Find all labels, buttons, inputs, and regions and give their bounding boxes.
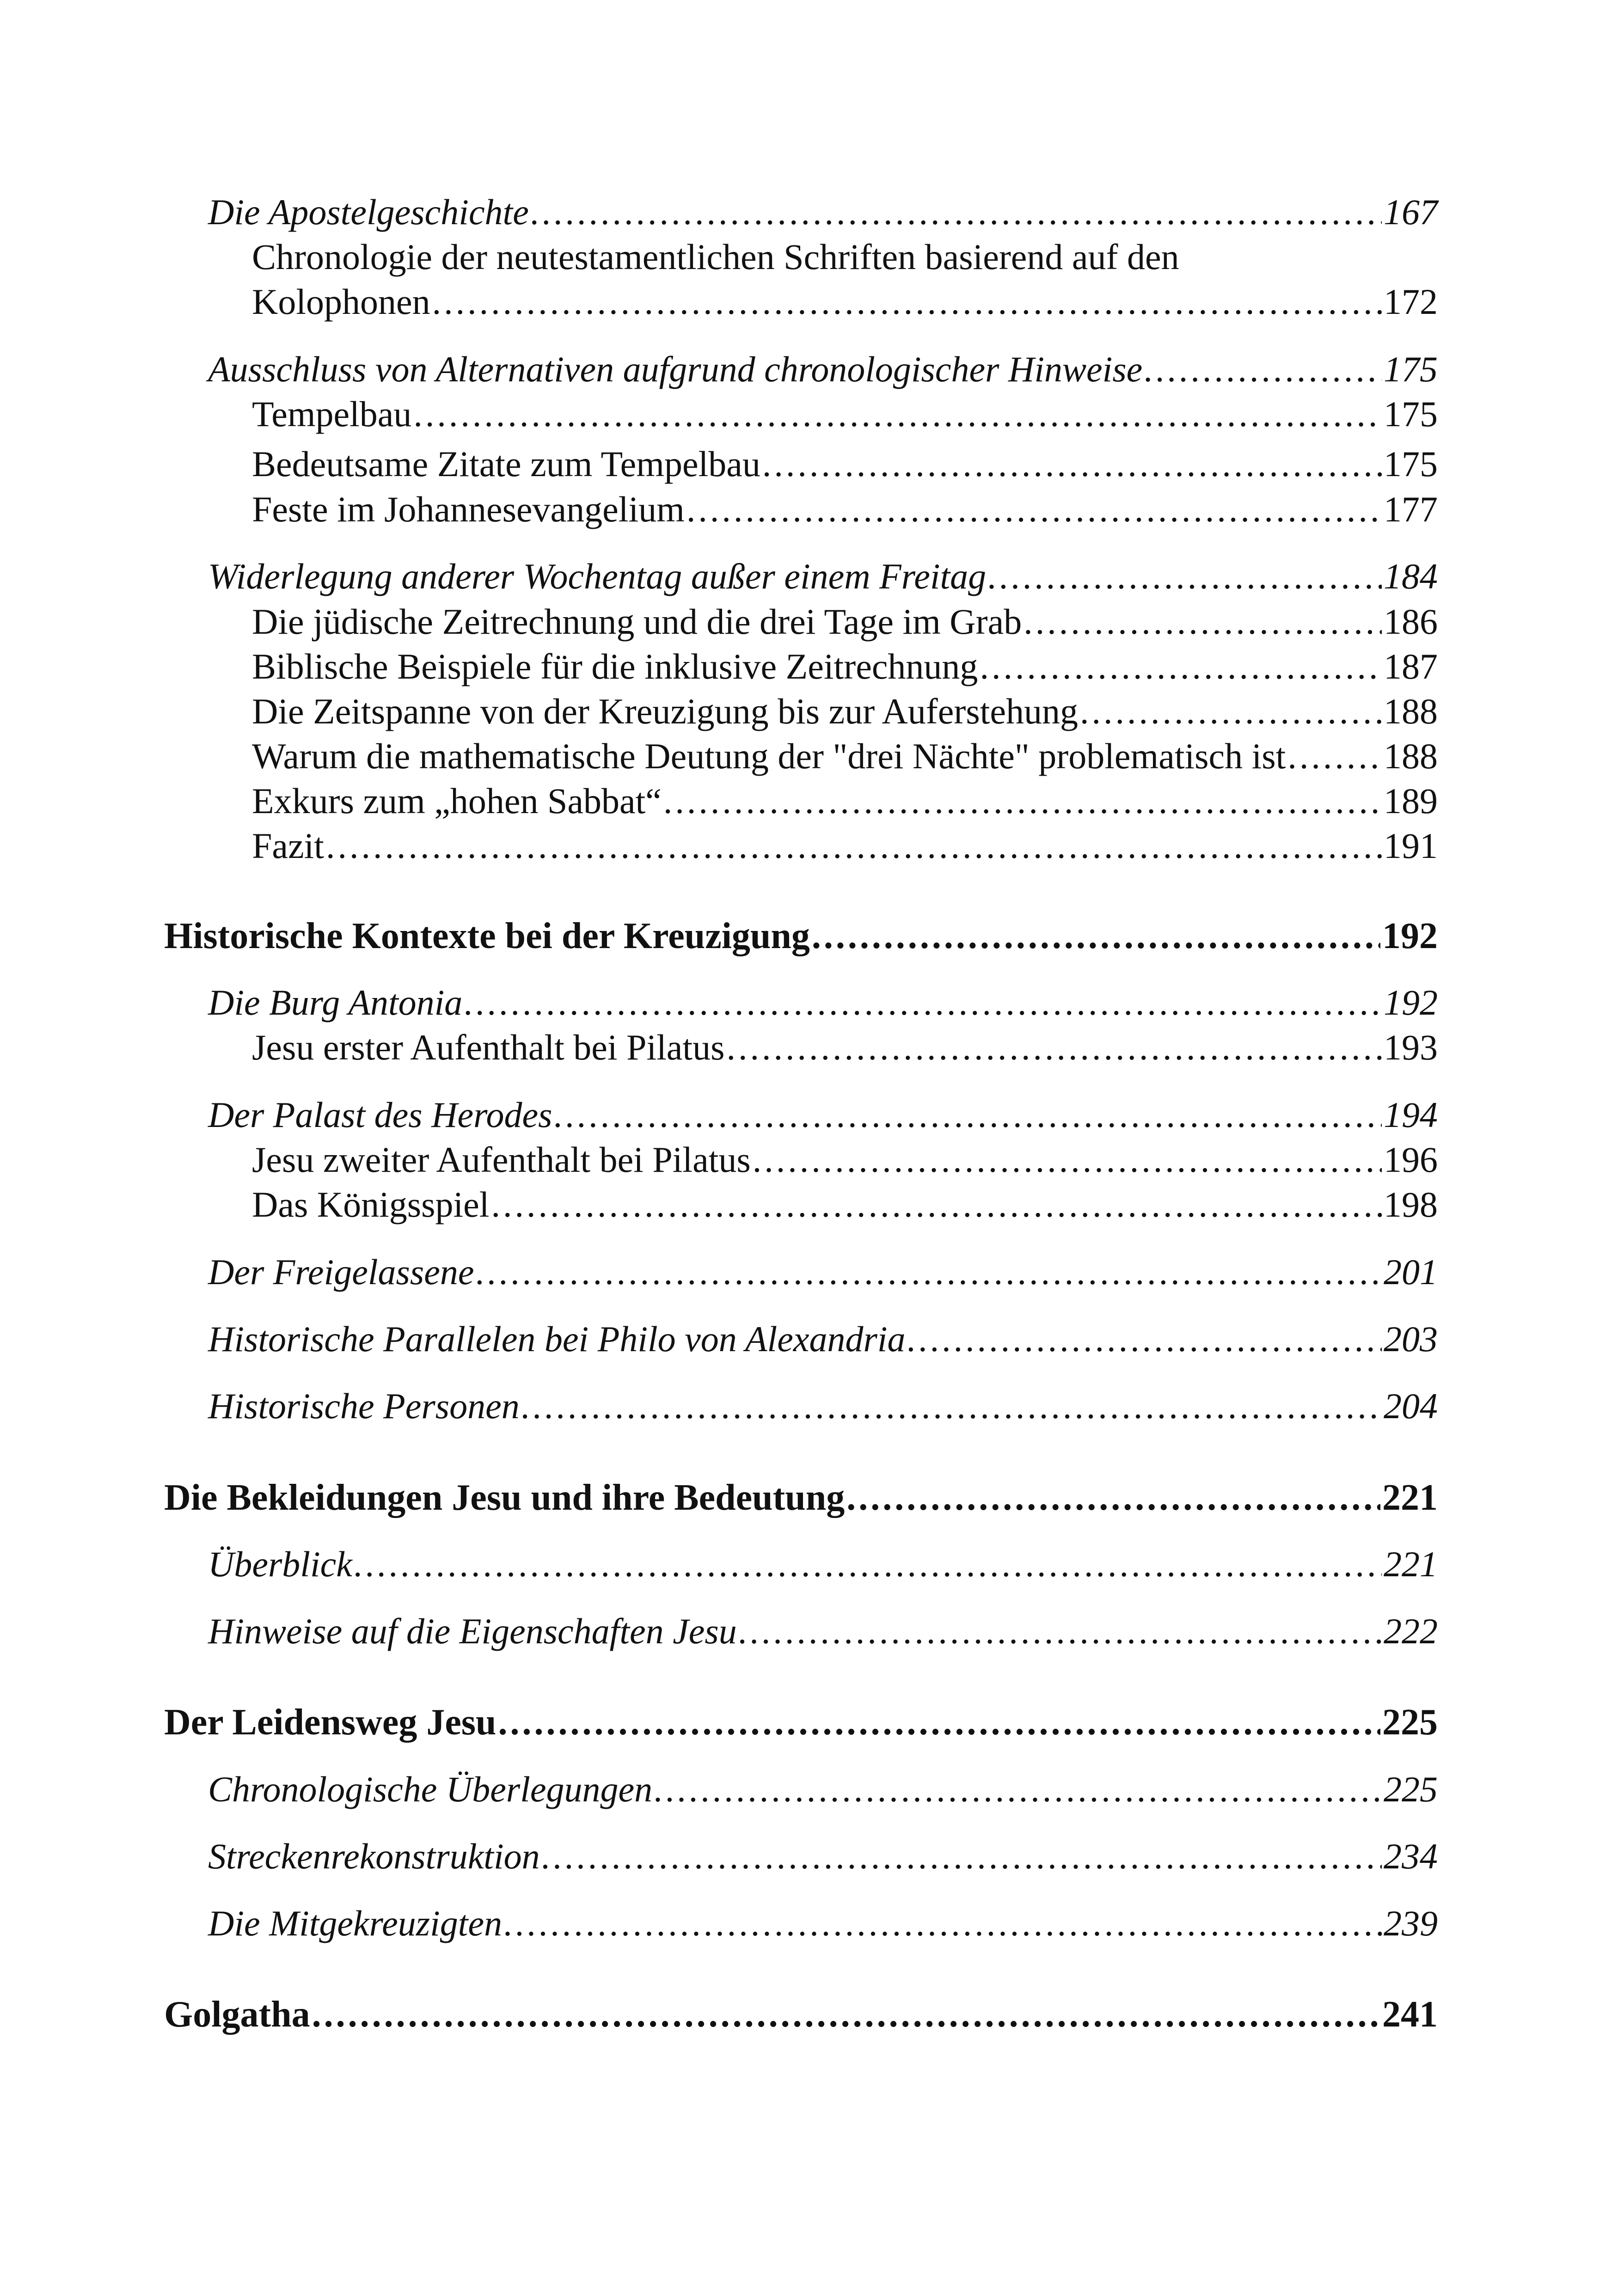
toc-entry <box>208 1905 1438 1941</box>
dot-leader <box>432 284 1382 320</box>
toc-entry <box>252 783 1438 819</box>
toc-entry-page: 177 <box>1384 489 1438 529</box>
dot-leader <box>1024 604 1382 640</box>
dot-leader <box>654 1771 1382 1807</box>
toc-entry <box>208 1097 1438 1133</box>
toc-entry-page: 167 <box>1384 192 1438 232</box>
toc-entry-title: Warum die mathematische Deutung der "drei Nächte" problematisch ist <box>252 736 1286 776</box>
toc-entry-page: 189 <box>1384 781 1438 821</box>
toc-entry-page: 194 <box>1384 1095 1438 1135</box>
dot-leader <box>988 558 1382 594</box>
toc-entry-title: Das Königsspiel <box>252 1184 490 1225</box>
dot-leader <box>812 918 1380 955</box>
toc-entry <box>252 491 1438 527</box>
dot-leader <box>726 1029 1382 1065</box>
toc-entry <box>252 1184 1438 1225</box>
toc-entry-title: Widerlegung anderer Wochentag außer einem Freitag <box>208 556 987 596</box>
toc-entry-page: 204 <box>1384 1386 1438 1426</box>
toc-entry-page: 186 <box>1384 601 1438 642</box>
toc-entry-page: 188 <box>1384 691 1438 731</box>
toc-entry-title: Historische Parallelen bei Philo von Alexandria <box>208 1319 906 1359</box>
toc-entry-title: Ausschluss von Alternativen aufgrund chronologischer Hinweise <box>208 349 1143 389</box>
toc-entry <box>252 646 1438 686</box>
toc-entry-title: Der Palast des Herodes <box>208 1095 552 1135</box>
toc-entry-title: Streckenrekonstruktion <box>208 1836 540 1876</box>
toc-entry-page: 201 <box>1384 1252 1438 1292</box>
dot-leader <box>739 1613 1382 1649</box>
toc-entry-title: Tempelbau <box>252 394 412 434</box>
toc-entry-page: 175 <box>1384 444 1438 484</box>
dot-leader <box>907 1321 1382 1357</box>
toc-entry <box>208 1838 1438 1874</box>
toc-entry-page: 188 <box>1384 736 1438 776</box>
toc-entry-page: 184 <box>1384 556 1438 596</box>
dot-leader <box>326 828 1382 864</box>
toc-entry <box>252 1139 1438 1180</box>
toc-entry-title: Bedeutsame Zitate zum Tempelbau <box>252 444 760 484</box>
toc-entry-title: Fazit <box>252 826 324 866</box>
toc-entry-title: Jesu zweiter Aufenthalt bei Pilatus <box>252 1139 751 1180</box>
toc-entry-page: 225 <box>1384 1769 1438 1809</box>
dot-leader <box>1287 738 1382 774</box>
toc-chapter-page: 221 <box>1382 1477 1438 1518</box>
dot-leader <box>1144 351 1382 387</box>
toc-entry-title-line: Chronologie der neutestamentlichen Schriften basierend auf den <box>252 237 1179 277</box>
toc-entry-page: 196 <box>1384 1139 1438 1180</box>
toc-entry-title: Feste im Johannesevangelium <box>252 489 685 529</box>
toc-entry-page: 175 <box>1384 349 1438 389</box>
dot-leader <box>354 1546 1382 1582</box>
toc-entry <box>208 194 1438 230</box>
toc-entry-page: 221 <box>1384 1544 1438 1584</box>
toc-chapter <box>164 918 1438 955</box>
dot-leader <box>464 985 1382 1021</box>
toc-entry <box>208 1254 1438 1290</box>
toc-entry <box>208 1771 1438 1807</box>
dot-leader <box>980 649 1382 685</box>
toc-entry <box>208 982 1438 1022</box>
toc-chapter <box>164 1996 1438 2033</box>
toc-entry-title: Historische Personen <box>208 1386 520 1426</box>
toc-chapter-title: Der Leidensweg Jesu <box>164 1702 496 1743</box>
dot-leader <box>686 491 1382 527</box>
toc-entry-title: Die Apostelgeschichte <box>208 192 529 232</box>
dot-leader <box>753 1142 1382 1178</box>
dot-leader <box>504 1905 1382 1941</box>
dot-leader <box>663 783 1382 819</box>
toc-entry <box>252 601 1438 642</box>
toc-entry <box>252 396 1438 432</box>
toc-chapter-title: Historische Kontexte bei der Kreuzigung <box>164 916 810 956</box>
toc-entry <box>252 828 1438 864</box>
toc-entry-page: 234 <box>1384 1836 1438 1876</box>
toc-entry <box>208 351 1438 387</box>
dot-leader <box>312 1996 1380 2033</box>
toc-entry <box>252 1029 1438 1065</box>
dot-leader <box>491 1187 1382 1223</box>
toc-chapter-title: Die Bekleidungen Jesu und ihre Bedeutung <box>164 1477 845 1518</box>
dot-leader <box>542 1838 1382 1874</box>
toc-entry-title: Die Burg Antonia <box>208 982 463 1022</box>
toc-chapter-page: 225 <box>1382 1702 1438 1743</box>
toc-entry <box>252 446 1438 482</box>
toc-chapter <box>164 1479 1438 1516</box>
dot-leader <box>1080 693 1382 729</box>
toc-entry <box>208 1388 1438 1424</box>
toc-entry-title: Jesu erster Aufenthalt bei Pilatus <box>252 1027 725 1067</box>
toc-entry <box>208 1613 1438 1649</box>
toc-entry <box>208 1321 1438 1357</box>
toc-entry-page: 191 <box>1384 826 1438 866</box>
toc-entry-title: Kolophonen <box>252 282 430 322</box>
dot-leader <box>554 1097 1382 1133</box>
toc-entry-title: Biblische Beispiele für die inklusive Zeitrechnung <box>252 646 978 686</box>
toc-entry-page: 192 <box>1384 982 1438 1022</box>
toc-entry-page: 239 <box>1384 1903 1438 1943</box>
toc-chapter-title: Golgatha <box>164 1994 310 2035</box>
toc-entry <box>252 693 1438 729</box>
toc-entry-title: Überblick <box>208 1544 352 1584</box>
toc-entry-page: 193 <box>1384 1027 1438 1067</box>
toc-chapter-page: 241 <box>1382 1994 1438 2035</box>
dot-leader <box>476 1254 1382 1290</box>
toc-chapter <box>164 1704 1438 1741</box>
toc-entry-page: 187 <box>1384 646 1438 686</box>
dot-leader <box>531 194 1382 230</box>
toc-entry-page: 175 <box>1384 394 1438 434</box>
toc-entry-title: Exkurs zum „hohen Sabbat“ <box>252 781 662 821</box>
toc-entry <box>208 558 1438 594</box>
toc-chapter-page: 192 <box>1382 916 1438 956</box>
dot-leader <box>498 1704 1380 1741</box>
toc-entry <box>252 284 1438 320</box>
toc-entry-title: Der Freigelassene <box>208 1252 474 1292</box>
toc-entry-title: Die Mitgekreuzigten <box>208 1903 503 1943</box>
toc-entry-page: 222 <box>1384 1611 1438 1651</box>
toc-entry <box>252 738 1438 774</box>
toc-entry-page: 172 <box>1384 282 1438 322</box>
toc-entry-title: Chronologische Überlegungen <box>208 1769 653 1809</box>
toc-entry-title: Hinweise auf die Eigenschaften Jesu <box>208 1611 737 1651</box>
dot-leader <box>413 396 1382 432</box>
toc-entry-page: 198 <box>1384 1184 1438 1225</box>
toc-entry <box>208 1546 1438 1582</box>
dot-leader <box>846 1479 1380 1516</box>
toc-entry-page: 203 <box>1384 1319 1438 1359</box>
toc-entry-title: Die jüdische Zeitrechnung und die drei Tage im Grab <box>252 601 1022 642</box>
dot-leader <box>762 446 1382 482</box>
toc-entry-title: Die Zeitspanne von der Kreuzigung bis zur Auferstehung <box>252 691 1078 731</box>
dot-leader <box>521 1388 1382 1424</box>
